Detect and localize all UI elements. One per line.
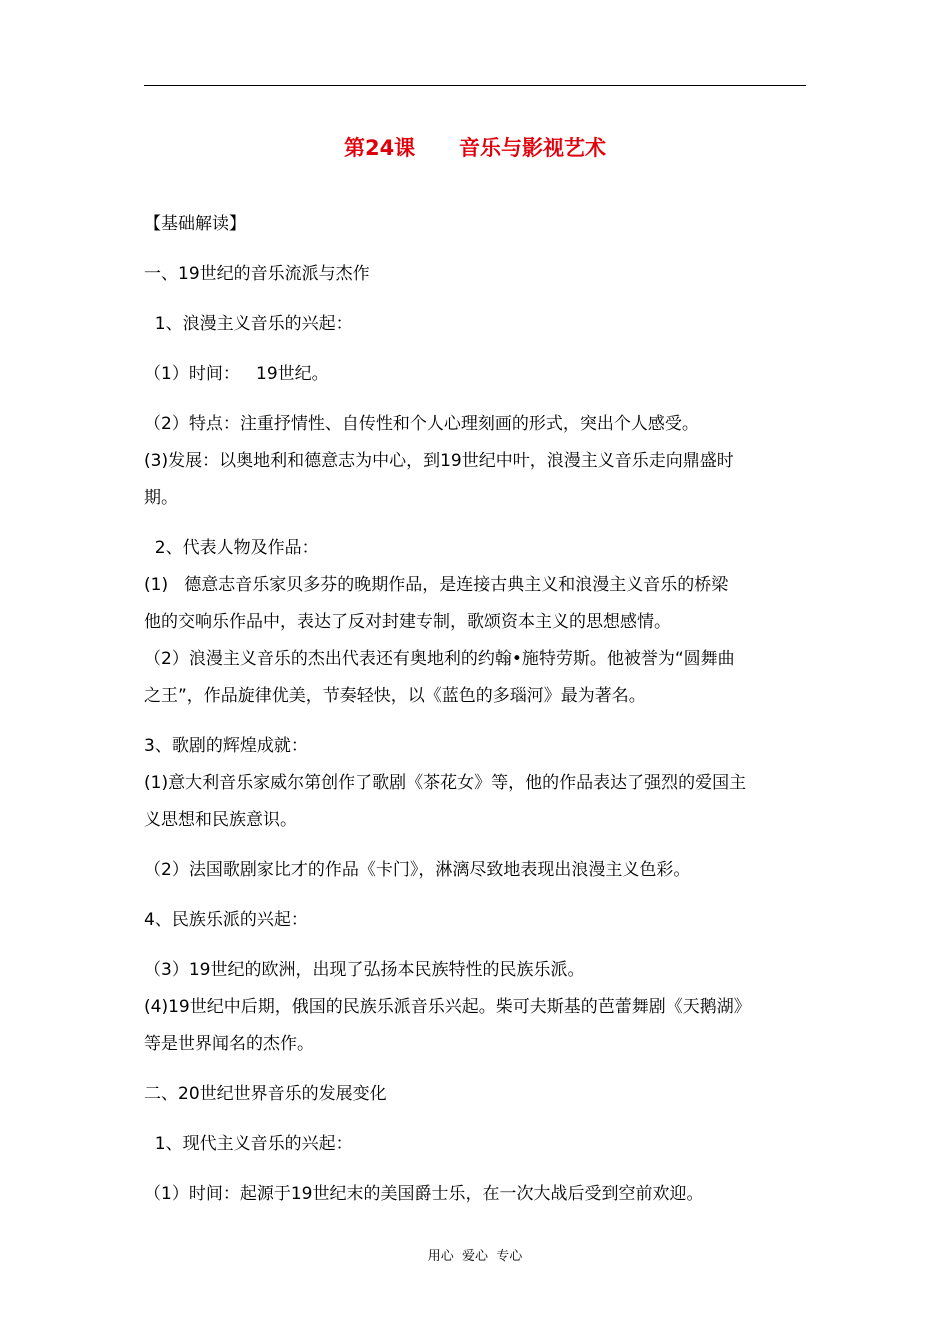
- section-heading-2: 二、20世纪世界音乐的发展变化: [144, 1084, 387, 1104]
- paragraph-line: 等是世界闻名的杰作。: [144, 1034, 314, 1054]
- paragraph-line: （1）时间： 19世纪。: [144, 364, 329, 384]
- header-rule: [144, 85, 806, 86]
- section-heading-1: 一、19世纪的音乐流派与杰作: [144, 264, 370, 284]
- section-heading-basics: 【基础解读】: [144, 214, 246, 234]
- paragraph-line: （2）浪漫主义音乐的杰出代表还有奥地利的约翰•施特劳斯。他被誉为“圆舞曲: [144, 649, 735, 669]
- paragraph-line: (1) 德意志音乐家贝多芬的晚期作品，是连接古典主义和浪漫主义音乐的桥梁: [144, 575, 729, 595]
- paragraph-line: 义思想和民族意识。: [144, 810, 297, 830]
- subheading-1-2: 2、代表人物及作品：: [144, 538, 319, 558]
- paragraph-line: （2）特点：注重抒情性、自传性和个人心理刻画的形式，突出个人感受。: [144, 414, 699, 434]
- paragraph-line: （2）法国歌剧家比才的作品《卡门》，淋漓尽致地表现出浪漫主义色彩。: [144, 860, 691, 880]
- subheading-1-1: 1、浪漫主义音乐的兴起：: [144, 314, 353, 334]
- paragraph-line: （3）19世纪的欧洲，出现了弘扬本民族特性的民族乐派。: [144, 960, 585, 980]
- lesson-title: 第24课 音乐与影视艺术: [343, 136, 607, 160]
- paragraph-line: (1)意大利音乐家威尔第创作了歌剧《茶花女》等，他的作品表达了强烈的爱国主: [144, 773, 747, 793]
- subheading-2-1: 1、现代主义音乐的兴起：: [144, 1134, 353, 1154]
- subheading-1-4: 4、民族乐派的兴起：: [144, 910, 308, 930]
- page-footer: 用心 爱心 专心: [427, 1249, 523, 1264]
- paragraph-line: (4)19世纪中后期，俄国的民族乐派音乐兴起。柴可夫斯基的芭蕾舞剧《天鹅湖》: [144, 997, 751, 1017]
- paragraph-line: 他的交响乐作品中，表达了反对封建专制，歌颂资本主义的思想感情。: [144, 612, 671, 632]
- paragraph-line: （1）时间：起源于19世纪末的美国爵士乐，在一次大战后受到空前欢迎。: [144, 1184, 704, 1204]
- paragraph-line: 之王”，作品旋律优美，节奏轻快，以《蓝色的多瑙河》最为著名。: [144, 686, 646, 706]
- paragraph-line: 期。: [144, 488, 178, 508]
- paragraph-line: (3)发展：以奥地利和德意志为中心，到19世纪中叶，浪漫主义音乐走向鼎盛时: [144, 451, 734, 471]
- subheading-1-3: 3、歌剧的辉煌成就：: [144, 736, 308, 756]
